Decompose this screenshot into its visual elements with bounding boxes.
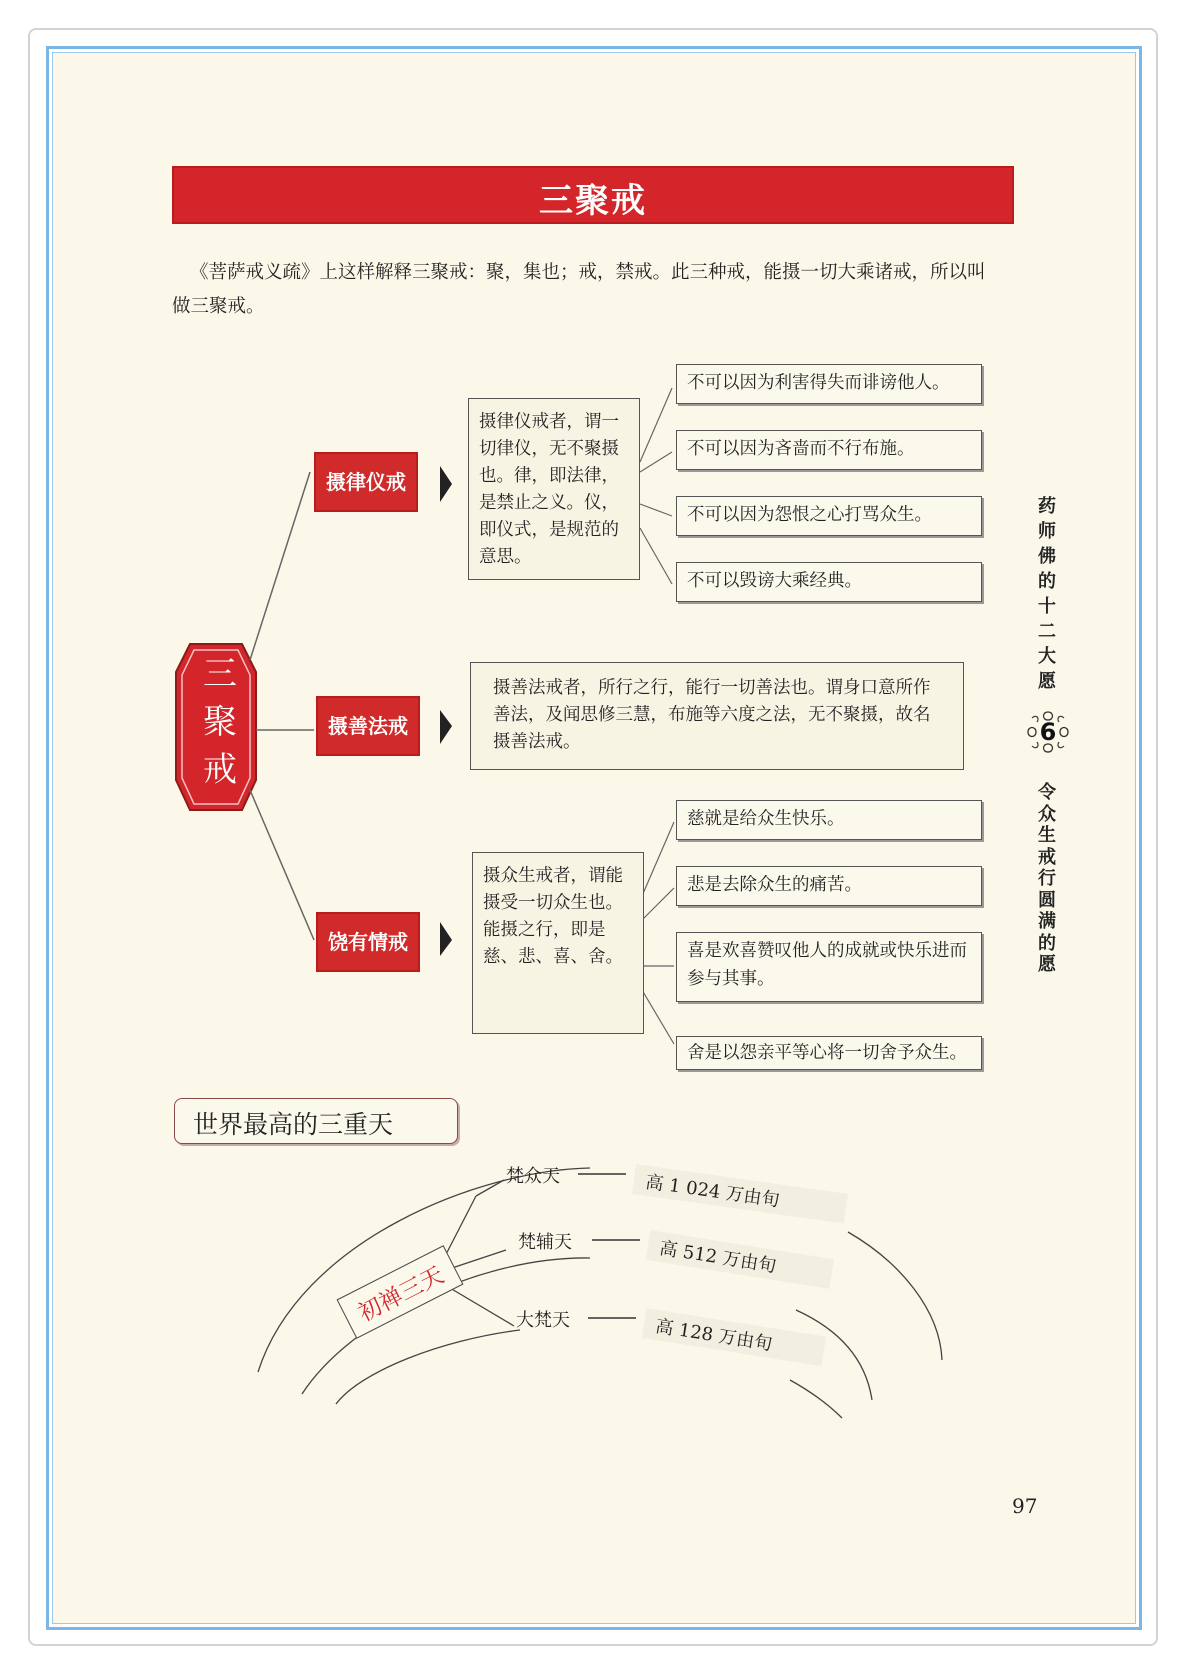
list-item: 慈就是给众生快乐。 xyxy=(676,800,982,840)
category-shelvyi: 摄律仪戒 xyxy=(314,452,418,512)
side-char: 的 xyxy=(1038,571,1056,592)
heaven-name: 梵辅天 xyxy=(518,1232,572,1253)
side-char: 愿 xyxy=(1038,954,1056,975)
side-char: 药 xyxy=(1038,496,1056,517)
side-chapter-title xyxy=(1030,494,1064,694)
section-heading-text: 世界最高的三重天 xyxy=(193,1110,394,1139)
heaven-height: 高 1 024 万由旬 xyxy=(632,1164,848,1223)
category-sheshanfa: 摄善法戒 xyxy=(316,696,420,756)
side-char: 佛 xyxy=(1038,546,1056,567)
side-char: 行 xyxy=(1038,868,1056,889)
chapter-number: 6 xyxy=(1039,718,1057,746)
list-item: 不可以因为怨恨之心打骂众生。 xyxy=(676,496,982,536)
list-item: 不可以毁谤大乘经典。 xyxy=(676,562,982,602)
list-item: 悲是去除众生的痛苦。 xyxy=(676,866,982,906)
root-label xyxy=(188,650,252,794)
side-char: 二 xyxy=(1038,621,1056,642)
heaven-name: 大梵天 xyxy=(516,1310,570,1331)
heaven-name: 梵众天 xyxy=(506,1166,560,1187)
side-char: 满 xyxy=(1038,911,1056,932)
category-raoyouqing: 饶有情戒 xyxy=(316,912,420,972)
side-char: 十 xyxy=(1038,596,1056,617)
description-shelvyi: 摄律仪戒者，谓一切律仪，无不聚摄也。律，即法律，是禁止之义。仪，即仪式，是规范的意思。 xyxy=(468,398,640,580)
side-char: 愿 xyxy=(1038,671,1056,692)
description-sheshanfa: 摄善法戒者，所行之行，能行一切善法也。谓身口意所作善法，及闻思修三慧，布施等六度之法，无不聚摄，故名摄善法戒。 xyxy=(470,662,964,770)
root-char: 聚 xyxy=(203,702,237,742)
side-chapter-subtitle xyxy=(1030,782,1064,976)
side-char: 戒 xyxy=(1038,846,1056,868)
page-title: 三聚戒 xyxy=(539,181,647,221)
list-item: 不可以因为利害得失而诽谤他人。 xyxy=(676,364,982,404)
side-char: 师 xyxy=(1038,521,1056,542)
heaven-height: 高 512 万由旬 xyxy=(646,1230,834,1289)
side-char: 的 xyxy=(1038,932,1056,954)
root-char: 三 xyxy=(203,654,237,694)
side-char: 众 xyxy=(1038,803,1056,825)
intro-paragraph: 《菩萨戒义疏》上这样解释三聚戒：聚，集也；戒，禁戒。此三种戒，能摄一切大乘诸戒，所以叫做三聚戒。 xyxy=(172,262,986,317)
side-char: 令 xyxy=(1038,782,1056,803)
section-heading xyxy=(174,1098,458,1144)
description-raoyouqing: 摄众生戒者，谓能摄受一切众生也。能摄之行，即是慈、悲、喜、舍。 xyxy=(472,852,644,1034)
side-char: 圆 xyxy=(1038,889,1056,911)
side-char: 大 xyxy=(1038,646,1056,667)
list-item: 喜是欢喜赞叹他人的成就或快乐进而参与其事。 xyxy=(676,932,982,1002)
list-item: 不可以因为吝啬而不行布施。 xyxy=(676,430,982,470)
root-char: 戒 xyxy=(203,750,237,790)
group-label: 初禅三天 xyxy=(354,1262,449,1328)
heaven-height: 高 128 万由旬 xyxy=(642,1308,826,1366)
list-item: 舍是以怨亲平等心将一切舍予众生。 xyxy=(676,1036,982,1070)
side-char: 生 xyxy=(1038,825,1056,846)
page-number: 97 xyxy=(1012,1494,1038,1518)
